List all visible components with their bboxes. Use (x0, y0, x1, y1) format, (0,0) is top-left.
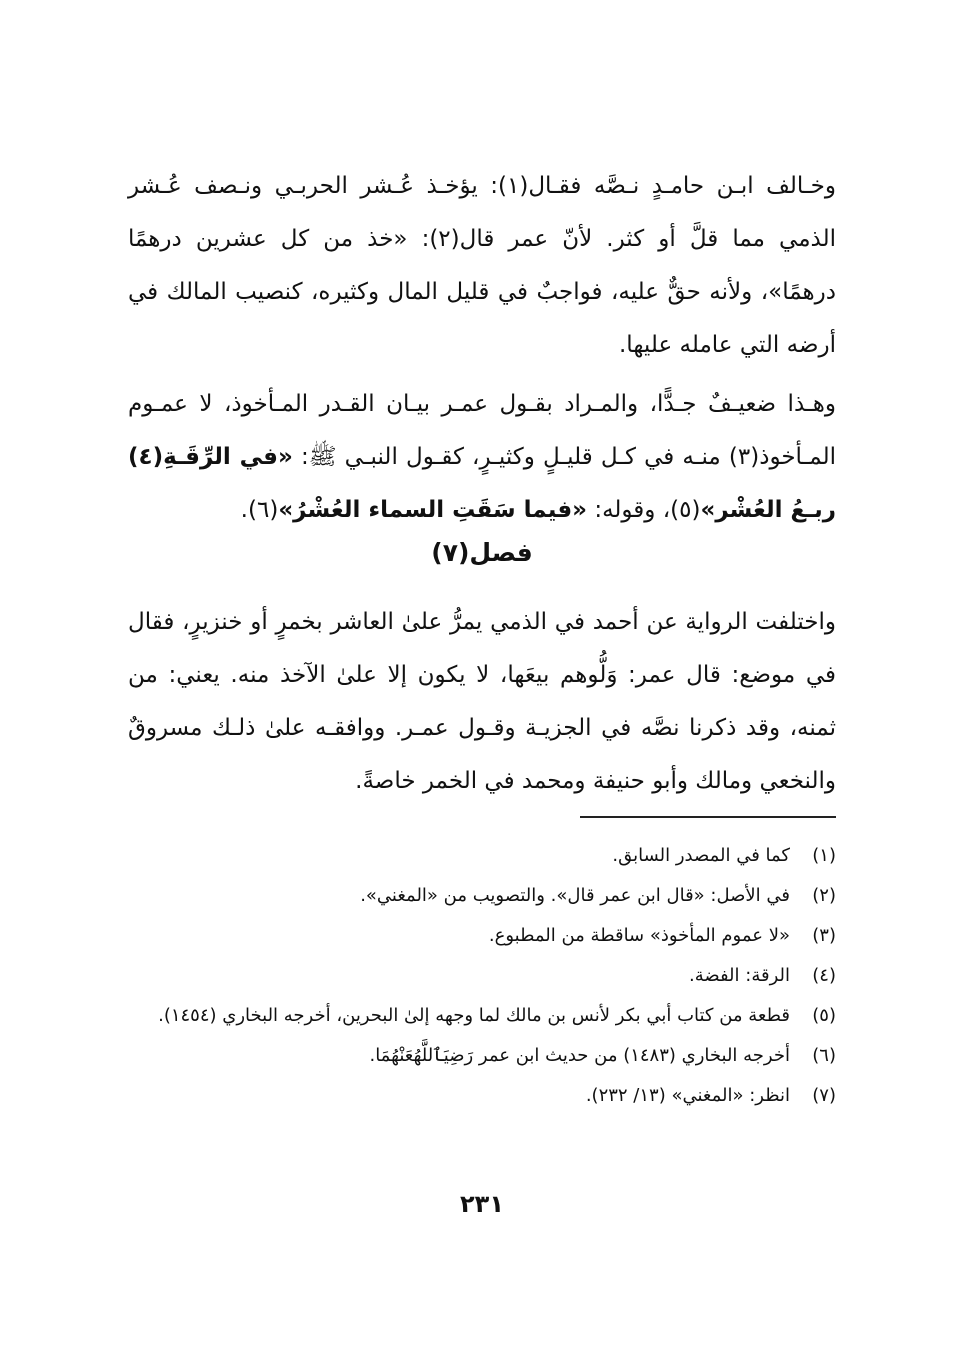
paragraph-2-intro: وهـذا ضعيـفٌ جـدًّا، والمـراد بقـول عمـر بيـان القـدر المـأخوذ، لا عمـوم المـأخوذ(٣) منـه في كـل قليـلٍ وكثيـرٍ، كقـول النبـي ﷺ: (128, 391, 836, 470)
footnote-number: (١) (812, 845, 836, 866)
footnote-item (128, 876, 836, 916)
footnote-text: في الأصل: «قال ابن عمر قال». والتصويب من «المغني». (360, 885, 790, 906)
footnote-number: (٦) (812, 1045, 836, 1066)
footnote-text: قطعة من كتاب أبي بكر لأنس بن مالك لما وجهه إلىٰ البحرين، أخرجه البخاري (١٤٥٤). (158, 1005, 790, 1026)
body-paragraph-1: وخـالف ابـن حامـدٍ نـصَّه فقـال(١): يؤخـذ عُـشر الحربـي ونـصف عُـشر الذمي مما قلَّ أو كثر. لأنّ عمر قال(٢): «خذ من كل عشرين درهمًا درهمًا»، ولأنه حقٌّ عليه، فواجبٌ في قليل المال وكثيره، كنصيب المالك في أرضه التي عامله عليها. (128, 173, 836, 358)
footnote-text: انظر: «المغني» (١٣/ ٢٣٢). (585, 1085, 790, 1106)
body-paragraph-3: واختلفت الرواية عن أحمد في الذمي يمرُّ علىٰ العاشر بخمرٍ أو خنزيرٍ، فقال في موضع: قال عمر: وَلُّوهم بيعَها، لا يكون إلا علىٰ الآخذ منه. يعني: من ثمنه، وقد ذكرنا نصَّه في الجزيـة وقـول عمـر. ووافقـه علىٰ ذلـك مسروقٌ والنخعي ومالك وأبو حنيفة ومحمد في الخمر خاصةً. (128, 609, 836, 794)
paragraph-2-middle: (٥)، وقوله: (587, 497, 701, 523)
footnote-text: أخرجه البخاري (١٤٨٣) من حديث ابن عمر رَضِيَٱللَّهُعَنْهُمَا. (369, 1045, 790, 1066)
book-page (128, 160, 836, 1240)
hadith-quote-2: «فيما سَقَتِ السماء العُشْرُ» (278, 497, 588, 523)
footnote-number: (٧) (812, 1085, 836, 1106)
page-number: ٢٣١ (460, 1190, 504, 1218)
footnote-item (128, 916, 836, 956)
footnote-number: (٢) (812, 885, 836, 906)
footnote-list (128, 836, 836, 1116)
body-paragraph-2 (128, 378, 836, 537)
footnote-item (128, 1076, 836, 1116)
paragraph-2-end: (٦). (240, 497, 279, 523)
footnote-number: (٣) (812, 925, 836, 946)
footnote-text: «لا عموم المأخوذ» ساقطة من المطبوع. (488, 925, 790, 946)
footnote-text: كما في المصدر السابق. (612, 845, 790, 866)
footnote-number: (٤) (812, 965, 836, 986)
footnote-separator (580, 816, 836, 818)
footnote-item (128, 836, 836, 876)
footnote-text: الرقة: الفضة. (688, 965, 790, 986)
section-heading: فصل(٧) (431, 538, 533, 567)
footnote-item (128, 1036, 836, 1076)
footnote-item (128, 996, 836, 1036)
footnote-number: (٥) (812, 1005, 836, 1026)
hadith-quote-1: «في الرِّقَـةِ(٤) ربـعُ العُشْر» (128, 444, 836, 523)
footnote-item (128, 956, 836, 996)
